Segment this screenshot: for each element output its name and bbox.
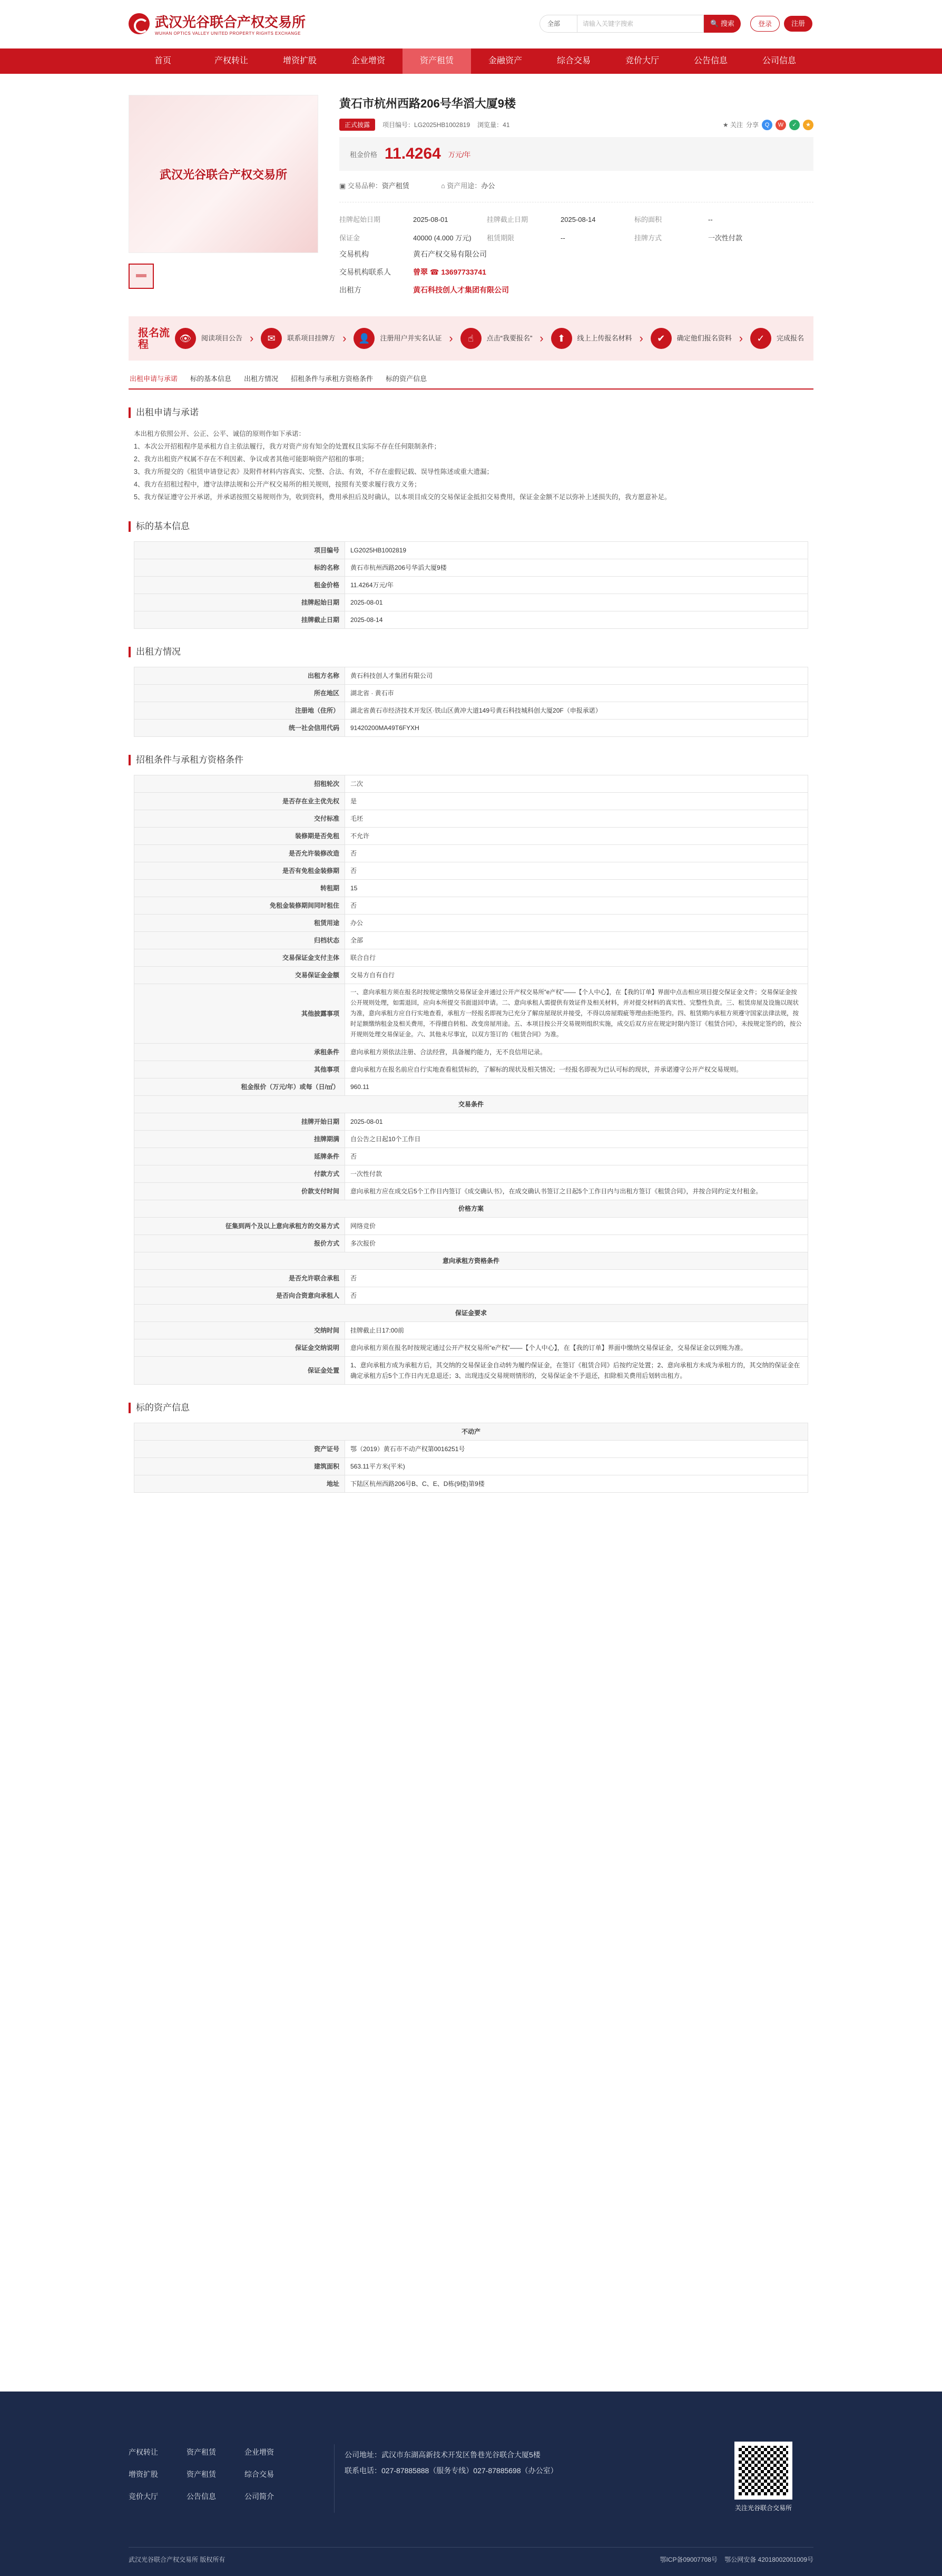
row-value: 交易方自有自行: [345, 967, 808, 984]
info-item: [339, 214, 487, 224]
table-row: [134, 1322, 808, 1339]
row-value: 二次: [345, 775, 808, 793]
row-value: 不允许: [345, 828, 808, 845]
trade-type: ▣ 交易品种：资产租赁: [339, 182, 409, 190]
info-item: [634, 232, 782, 242]
info-key: 挂牌截止日期: [487, 216, 528, 223]
row-key: 是否有免租金装修期: [134, 862, 345, 880]
info-key: 保证金: [339, 234, 360, 242]
row-value: 毛坯: [345, 810, 808, 828]
tab-2[interactable]: 出租方情况: [244, 375, 279, 383]
footer-link[interactable]: 综合交易: [244, 2470, 274, 2478]
table-row: [134, 594, 808, 611]
footer-link[interactable]: 竞价大厅: [129, 2492, 158, 2501]
step-label: 联系项目挂牌方: [287, 334, 336, 342]
row-value: 是: [345, 793, 808, 810]
row-key: 出租方名称: [134, 667, 345, 685]
row-value: 11.4264万元/年: [345, 577, 808, 594]
nav-item[interactable]: 竞价大厅: [625, 56, 659, 65]
section-title: 出租方情况: [129, 647, 813, 657]
row-value: 联合自行: [345, 949, 808, 967]
asset-use: ⌂ 资产用途：办公: [440, 182, 495, 190]
row-key: 租赁用途: [134, 915, 345, 932]
logo-text: 武汉光谷联合产权交易所: [155, 15, 306, 31]
info-value: --: [561, 234, 565, 242]
info-key: 标的面积: [634, 216, 662, 223]
price-unit: 万元/年: [448, 150, 471, 159]
status-badge: 正式披露: [339, 119, 375, 131]
info-row-key: 交易机构: [339, 250, 369, 258]
search-bar: [539, 15, 741, 33]
row-key: 其他事项: [134, 1061, 345, 1078]
info-row: [339, 267, 813, 277]
row-key: 价款支付时间: [134, 1183, 345, 1200]
step-label: 注册用户并实名认证: [380, 334, 442, 342]
table-row: [134, 1148, 808, 1165]
code-value: LG2025HB1002819: [414, 121, 470, 129]
commitment-line: 2、我方出租资产权属不存在不利因素、争议或者其他可能影响资产招租的事项；: [134, 455, 368, 463]
subheader-row: [134, 1252, 808, 1270]
row-value: 全部: [345, 932, 808, 949]
info-item: [487, 232, 634, 242]
arrow-icon: ›: [539, 332, 544, 345]
table-row: [134, 828, 808, 845]
row-key: 租金报价（万元/年）或每（日/㎡）: [134, 1078, 345, 1096]
row-value: 563.11平方米(平米): [345, 1458, 808, 1475]
subheader-row: [134, 1096, 808, 1113]
row-value: 否: [345, 845, 808, 862]
info-key: 挂牌起始日期: [339, 216, 381, 223]
table-row: [134, 1458, 808, 1475]
table-row: [134, 897, 808, 915]
table-row: [134, 1287, 808, 1305]
table-row: [134, 1475, 808, 1493]
table-row: [134, 1357, 808, 1385]
table-row: [134, 932, 808, 949]
row-value: 否: [345, 1287, 808, 1305]
step-icon: ✔: [651, 328, 672, 349]
table-row: [134, 1078, 808, 1096]
table-row: [134, 1441, 808, 1458]
subheader-row: [134, 1423, 808, 1441]
info-value: 2025-08-14: [561, 216, 596, 223]
footer-phone: 联系电话：027-87885888（服务专线）027-87885698（办公室）: [345, 2466, 558, 2475]
step-icon: ✓: [750, 328, 771, 349]
row-value: 一次性付款: [345, 1165, 808, 1183]
row-value: 91420200MA49T6FYXH: [345, 720, 808, 737]
row-key: 免租金装修期间同时租住: [134, 897, 345, 915]
info-rows: [339, 249, 813, 295]
section-basic-info: [129, 521, 813, 629]
copyright: 武汉光谷联合产权交易所 版权所有: [129, 2556, 225, 2563]
process-step: [261, 328, 335, 349]
arrow-icon: ›: [739, 332, 743, 345]
subheader-row: [134, 1305, 808, 1322]
views-value: 41: [503, 121, 510, 129]
table-row: [134, 862, 808, 880]
project-title: 黄石市杭州西路206号华滔大厦9楼: [339, 97, 516, 110]
nav-item[interactable]: 资产租赁: [403, 48, 471, 74]
arrow-icon: ›: [449, 332, 453, 345]
price-label: 租金价格: [350, 150, 378, 159]
table-row: [134, 1235, 808, 1252]
logo-icon: [129, 13, 150, 34]
subheader: 价格方案: [134, 1200, 808, 1218]
project-image: [129, 95, 318, 253]
table-row: [134, 667, 808, 685]
row-key: 挂牌期满: [134, 1131, 345, 1148]
row-value: 多次报价: [345, 1235, 808, 1252]
row-key: 挂牌起始日期: [134, 594, 345, 611]
project-image-label: 武汉光谷联合产权交易所: [159, 168, 287, 182]
process-step: [175, 328, 242, 349]
row-value: 2025-08-01: [345, 1113, 808, 1131]
icp-link[interactable]: 鄂ICP备09007708号: [660, 2556, 718, 2563]
share-label: 分享: [745, 121, 759, 129]
table-row: [134, 542, 808, 559]
row-value: 黄石市杭州西路206号华滔大厦9楼: [345, 559, 808, 577]
favorite-button[interactable]: ★ 关注: [722, 121, 743, 129]
qq-share-icon[interactable]: Q: [762, 120, 772, 130]
footer-link[interactable]: 增资扩股: [129, 2470, 158, 2478]
table-row: [134, 702, 808, 720]
table-row: [134, 810, 808, 828]
search-button-label: 搜索: [720, 20, 734, 27]
process-step: [460, 328, 533, 349]
asset-use-value: 办公: [481, 182, 495, 190]
table-row: [134, 793, 808, 810]
row-value: 鄂（2019）黄石市不动产权第0016251号: [345, 1441, 808, 1458]
row-key: 项目编号: [134, 542, 345, 559]
step-icon: 👤: [354, 328, 375, 349]
step-label: 点击“我要报名”: [486, 334, 533, 342]
table-row: [134, 775, 808, 793]
info-item: [634, 214, 782, 224]
section-asset-info: [129, 1403, 813, 1493]
info-item: [339, 232, 487, 242]
step-icon: ⬆: [551, 328, 572, 349]
row-value: 意向承租方应在成交后5个工作日内签订《成交确认书》，在成交确认书签订之日起5个工作日内与出租方签订《租赁合同》，并按合同约定支付租金。: [345, 1183, 808, 1200]
qr-code: [734, 2442, 792, 2500]
row-key: 建筑面积: [134, 1458, 345, 1475]
process-step: [750, 328, 804, 349]
search-scope-select[interactable]: 全部: [539, 15, 577, 33]
table-row: [134, 559, 808, 577]
nav-item[interactable]: 产权转让: [214, 56, 248, 65]
nav-item[interactable]: 公告信息: [693, 56, 728, 65]
row-key: 报价方式: [134, 1235, 345, 1252]
row-value: 黄石科技创人才集团有限公司: [345, 667, 808, 685]
subheader-row: [134, 1200, 808, 1218]
tab-0[interactable]: 出租申请与承诺: [130, 375, 178, 383]
nav-item[interactable]: 增资扩股: [282, 56, 317, 65]
info-row-key: 出租方: [339, 286, 361, 294]
row-key: 转租期: [134, 880, 345, 897]
row-value: 湖北省黄石市经济技术开发区·铁山区黄冲大道149号黄石科技城科创大厦20F（申报承诺）: [345, 702, 808, 720]
site-logo[interactable]: [129, 12, 306, 36]
table-row: [134, 720, 808, 737]
arrow-icon: ›: [342, 332, 347, 345]
table-row: [134, 611, 808, 629]
price-box: [339, 137, 813, 171]
row-value: 办公: [345, 915, 808, 932]
table-row: [134, 1131, 808, 1148]
row-key: 交付标准: [134, 810, 345, 828]
nav-item[interactable]: 综合交易: [556, 56, 591, 65]
section-lessor: [129, 647, 813, 737]
table-row: [134, 1061, 808, 1078]
views-label: 浏览量：: [477, 121, 503, 129]
row-value: 否: [345, 897, 808, 915]
register-button[interactable]: 注册: [784, 16, 812, 32]
notes-text: 一、意向承租方须在报名时按规定缴纳交易保证金并通过公开产权交易所“e产权”——【个人中心】，在【我的订单】界面中点击相应项目提交保证金文件；交易保证金按公开规则处理，如需退回，应向本所提交书面退回申请。二、意向承租人需提供有效证件及相关材料，并对提交材料的真实性、完整性负责。三、租赁房屋及设施以现状为准，意向承租方应自行实地查看，承租方一经报名即视为已充分了解房屋现状并接受，不得以房屋瑕疵等理由拒绝签约。四、租赁期内承租方须遵守国家法律法规，按时足额缴纳租金及相关费用，不得擅自转租、改变房屋用途。五、本项目按公开交易规则组织实施，成交后双方应在规定时限内签订《租赁合同》，未按规定签约的，按公开规则处理交易保证金。六、其他未尽事宜，以双方签订的《租赁合同》为准。: [345, 984, 808, 1044]
row-value: 意向承租方须在报名时按规定通过公开产权交易所“e产权”——【个人中心】，在【我的订单】界面中缴纳交易保证金，交易保证金以到账为准。: [345, 1339, 808, 1357]
table-row: [134, 577, 808, 594]
table-row: [134, 1270, 808, 1287]
row-value: 湖北省 · 黄石市: [345, 685, 808, 702]
table-row: [134, 967, 808, 984]
commitment-line: 4、我方在招租过程中，遵守法律法规和公开产权交易所的相关规则，按照有关要求履行我方义务；: [134, 481, 421, 488]
login-button[interactable]: 登录: [750, 16, 780, 32]
row-key: 保证金交纳说明: [134, 1339, 345, 1357]
row-key: 交纳时间: [134, 1322, 345, 1339]
search-button[interactable]: 🔍 搜索: [704, 15, 741, 33]
section-title: 标的资产信息: [129, 1403, 813, 1413]
site-footer: [0, 2392, 942, 2576]
section-title: 出租申请与承诺: [129, 407, 813, 418]
row-value: 否: [345, 862, 808, 880]
info-row: [339, 285, 813, 295]
row-value: 网络竞价: [345, 1218, 808, 1235]
row-key: 标的名称: [134, 559, 345, 577]
info-row-value: 曾翠 ☎ 13697733741: [413, 268, 486, 276]
step-icon: ☝: [460, 328, 482, 349]
tab-1[interactable]: 标的基本信息: [190, 375, 232, 383]
row-key: 延牌条件: [134, 1148, 345, 1165]
row-value: 15: [345, 880, 808, 897]
table-row: [134, 1183, 808, 1200]
code-label: 项目编号：: [382, 121, 415, 129]
row-value: 挂牌截止日17:00前: [345, 1322, 808, 1339]
table-row: [134, 1165, 808, 1183]
project-detail: [129, 95, 813, 306]
row-value: 意向承租方在报名前应自行实地查看租赁标的，了解标的现状及相关情况；一经报名即视为已认可标的现状，并承诺遵守公开产权交易规则。: [345, 1061, 808, 1078]
tab-4[interactable]: 标的资产信息: [386, 375, 427, 383]
weibo-share-icon[interactable]: W: [776, 120, 786, 130]
qr-caption: 关注光谷联合交易所: [734, 2504, 792, 2512]
step-label: 阅读项目公告: [201, 334, 243, 342]
row-value: 下陆区杭州西路206号B、C、E、D栋(9楼)第9楼: [345, 1475, 808, 1493]
subheader: 意向承租方资格条件: [134, 1252, 808, 1270]
row-key: 征集到两个及以上意向承租方的交易方式: [134, 1218, 345, 1235]
row-value: 否: [345, 1148, 808, 1165]
row-key: 租金价格: [134, 577, 345, 594]
row-value: LG2025HB1002819: [345, 542, 808, 559]
table-row: [134, 949, 808, 967]
table-row: [134, 915, 808, 932]
nav-item[interactable]: 金融资产: [488, 56, 522, 65]
commitment-line: 5、我方保证遵守公开承诺，并承诺按照交易规则作为，收到资料，费用承担后及时确认，以本项目成交的交易保证金抵扣交易费用，保证金金额不足以弥补上述损失的，我方愿意补足。: [134, 493, 671, 501]
row-key: 装修期是否免租: [134, 828, 345, 845]
trade-type-value: 资产租赁: [381, 182, 409, 190]
footer-link[interactable]: 资产租赁: [187, 2448, 216, 2456]
nav-item[interactable]: 首页: [154, 56, 171, 65]
row-key: 交易保证金金额: [134, 967, 345, 984]
table-row: [134, 845, 808, 862]
process-step: [551, 328, 632, 349]
section-title: 标的基本信息: [129, 521, 813, 532]
step-label: 确定他们报名资料: [676, 334, 732, 342]
subheader: 交易条件: [134, 1096, 808, 1113]
footer-link[interactable]: 公告信息: [187, 2492, 216, 2501]
row-value: 否: [345, 1270, 808, 1287]
info-value: 2025-08-01: [413, 216, 448, 223]
row-value: 意向承租方须依法注册、合法经营，具备履约能力，无不良信用记录。: [345, 1044, 808, 1061]
row-value: 自公告之日起10个工作日: [345, 1131, 808, 1148]
arrow-icon: ›: [639, 332, 643, 345]
logo-subtext: WUHAN OPTICS VALLEY UNITED PROPERTY RIGHTS EXCHANGE: [155, 31, 301, 36]
row-key: 其他披露事项: [134, 984, 345, 1044]
footer-divider: [334, 2444, 335, 2513]
info-value: 一次性付款: [708, 234, 743, 242]
row-key: 付款方式: [134, 1165, 345, 1183]
view-count: [477, 120, 509, 129]
info-value: --: [708, 216, 713, 223]
step-icon: 👁: [175, 328, 196, 349]
process-step: [354, 328, 441, 349]
site-header: [0, 0, 942, 48]
row-key: 挂牌截止日期: [134, 611, 345, 629]
registration-process: [129, 316, 813, 361]
row-key: 承租条件: [134, 1044, 345, 1061]
process-step: [651, 328, 732, 349]
table-row: [134, 685, 808, 702]
info-row-value: 黄石科技创人才集团有限公司: [413, 286, 509, 294]
section-commitment: [129, 407, 813, 503]
row-key: 资产证号: [134, 1441, 345, 1458]
row-value: 2025-08-01: [345, 594, 808, 611]
info-key: 租赁期限: [487, 234, 515, 242]
section-conditions: [129, 755, 813, 1385]
nav-item[interactable]: 企业增资: [351, 56, 385, 65]
table-row: [134, 880, 808, 897]
arrow-icon: ›: [249, 332, 254, 345]
row-key: 是否允许联合承租: [134, 1270, 345, 1287]
footer-link[interactable]: 企业增资: [244, 2448, 274, 2456]
process-title: 报名流程: [138, 326, 170, 351]
subheader: 不动产: [134, 1423, 808, 1441]
main-nav: [0, 48, 942, 74]
info-value: 40000 (4.000 万元): [413, 234, 472, 242]
table-row: [134, 1339, 808, 1357]
row-key: 统一社会信用代码: [134, 720, 345, 737]
info-item: [487, 214, 634, 224]
row-value: 960.11: [345, 1078, 808, 1096]
row-value: 1、意向承租方成为承租方后，其交纳的交易保证金自动转为履约保证金，在签订《租赁合同》后按约定处置；2、意向承租方未成为承租方的，其交纳的保证金在确定承租方后5个工作日内无息退还；3、出现违反交易规则情形的，交易保证金不予退还，扣除相关费用后划转出租方。: [345, 1357, 808, 1385]
info-key: 挂牌方式: [634, 234, 662, 242]
project-thumbnail[interactable]: [129, 264, 154, 289]
qzone-share-icon[interactable]: ★: [803, 120, 813, 130]
subheader: 保证金要求: [134, 1305, 808, 1322]
tab-3[interactable]: 招租条件与承租方资格条件: [291, 375, 374, 383]
section-title: 招租条件与承租方资格条件: [129, 755, 813, 765]
wechat-share-icon[interactable]: ✓: [789, 120, 800, 130]
table-row: [134, 1218, 808, 1235]
section-tabs: [129, 371, 813, 390]
footer-address: 公司地址：武汉市东湖高新技术开发区鲁巷光谷联合大厦5楼: [345, 2451, 541, 2459]
footer-link[interactable]: 公司简介: [244, 2492, 274, 2501]
favorite-label: 关注: [730, 121, 743, 129]
footer-link[interactable]: 资产租赁: [187, 2470, 216, 2478]
row-key: 注册地（住所）: [134, 702, 345, 720]
info-row-key: 交易机构联系人: [339, 268, 391, 276]
row-key: 地址: [134, 1475, 345, 1493]
search-input[interactable]: 请输入关键字搜索: [577, 15, 704, 33]
nav-item[interactable]: 公司信息: [762, 56, 796, 65]
row-key: 所在地区: [134, 685, 345, 702]
table-row: [134, 1044, 808, 1061]
row-key: 招租轮次: [134, 775, 345, 793]
row-key: 挂牌开始日期: [134, 1113, 345, 1131]
step-label: 线上上传报名材料: [577, 334, 632, 342]
commitment-line: 本出租方依照公开、公正、公平、诚信的原则作如下承诺：: [134, 430, 306, 438]
row-key: 保证金处置: [134, 1357, 345, 1385]
info-grid: [339, 214, 813, 242]
project-code: [382, 120, 470, 129]
step-label: 完成报名: [776, 334, 804, 342]
commitment-line: 1、本次公开招租程序是承租方自主依法履行，我方对资产房有知全的处置权且实际不存在任何限制条件；: [134, 443, 440, 450]
info-row-value: 黄石产权交易有限公司: [413, 250, 487, 258]
table-row: [134, 1113, 808, 1131]
table-row: [134, 984, 808, 1044]
police-link[interactable]: 鄂公网安备 42018002001009号: [724, 2556, 813, 2563]
price-value: 11.4264: [385, 145, 441, 162]
row-key: 是否向合资意向承租人: [134, 1287, 345, 1305]
footer-link[interactable]: 产权转让: [129, 2448, 158, 2456]
row-key: 归档状态: [134, 932, 345, 949]
row-value: 2025-08-14: [345, 611, 808, 629]
commitment-line: 3、我方所提交的《租赁申请登记表》及附件材料内容真实、完整、合法、有效，不存在虚假记载、误导性陈述或重大遗漏；: [134, 468, 493, 475]
row-key: 是否允许装修改造: [134, 845, 345, 862]
info-row: [339, 249, 813, 259]
row-key: 是否存在业主优先权: [134, 793, 345, 810]
row-key: 交易保证金支付主体: [134, 949, 345, 967]
trade-type-label: 交易品种：: [347, 182, 382, 190]
step-icon: ✉: [261, 328, 282, 349]
asset-use-label: 资产用途：: [447, 182, 482, 190]
